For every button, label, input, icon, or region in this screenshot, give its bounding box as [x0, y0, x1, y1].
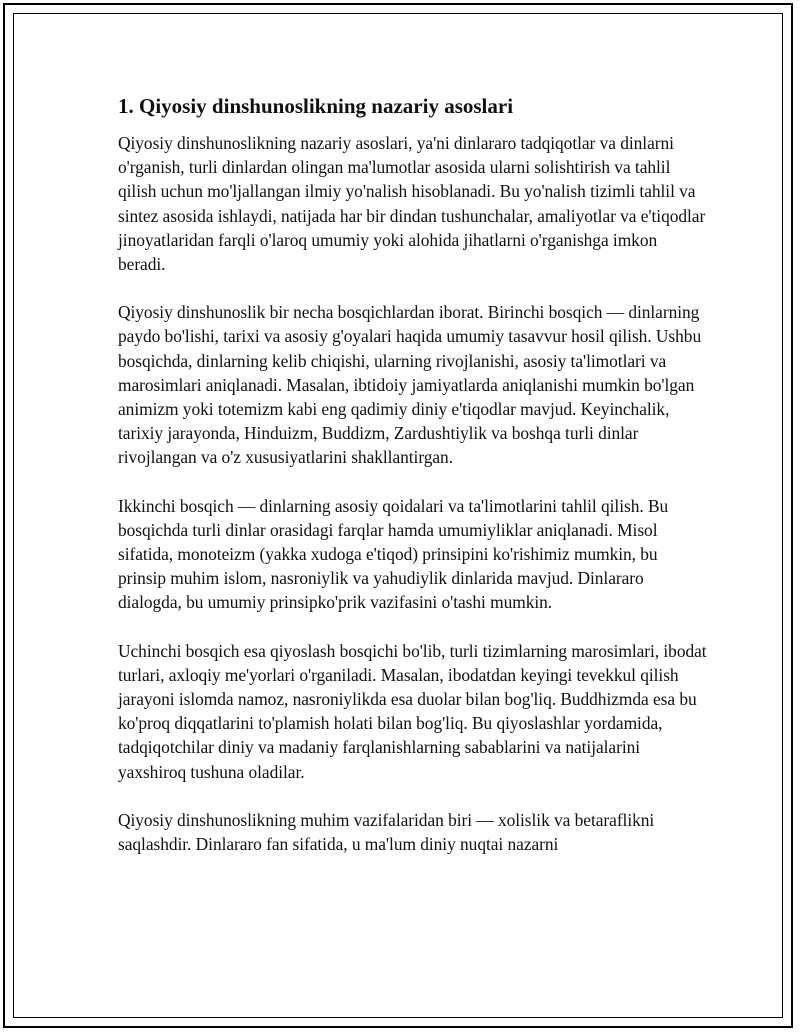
- paragraph-5: Qiyosiy dinshunoslikning muhim vazifalaridan biri — xolislik va betaraflikni saqlashdir. Dinlararo fan sifatida, u ma'lum diniy nuqtai nazarni: [118, 809, 655, 855]
- document-body: [118, 93, 708, 880]
- paragraph-3: Ikkinchi bosqich — dinlarning asosiy qoidalari va ta'limotlarini tahlil qilish. Bu bosqichda turli dinlar orasidagi farqlar hamda umumiyliklar aniqlanadi. Misol sifatida, monoteizm (yakka xudoga e'tiqod) prinsipini ko'rishimiz mumkin, bu prinsip muhim islom, nasroniylik va yahudiylik dinlarida mavjud. Dinlararo dialogda, bu umumiy prinsipko'prik vazifasini o'tashi mumkin.: [118, 495, 669, 613]
- paragraph-1: Qiyosiy dinshunoslikning nazariy asoslari, ya'ni dinlararo tadqiqotlar va dinlarni o'rganish, turli dinlardan olingan ma'lumotlar asosida ularni solishtirish va tahlil qilish uchun mo'ljallangan ilmiy yo'nalish hisoblanadi. Bu yo'nalish tizimli tahlil va sintez asosida ishlaydi, natijada har bir dindan tushunchalar, amaliyotlar va e'tiqodlar jinoyatlaridan farqli o'laroq umumiy yoki alohida jihatlarni o'rganishga imkon beradi.: [118, 133, 706, 275]
- section-heading: 1. Qiyosiy dinshunoslikning nazariy asoslari: [118, 94, 514, 118]
- paragraph-2: Qiyosiy dinshunoslik bir necha bosqichlardan iborat. Birinchi bosqich — dinlarning paydo bo'lishi, tarixi va asosiy g'oyalari haqida umumiy tasavvur hosil qilish. Ushbu bosqichda, dinlarning kelib chiqishi, ularning rivojlanishi, asosiy ta'limotlari va marosimlari aniqlanadi. Masalan, ibtidoiy jamiyatlarda aniqlanishi mumkin bo'lgan animizm yoki totemizm kabi eng qadimiy diniy e'tiqodlar mavjud. Keyinchalik, tarixiy jarayonda, Hinduizm, Buddizm, Zardushtiylik va boshqa turli dinlar rivojlangan va o'z xususiyatlarini shakllantirgan.: [118, 302, 702, 468]
- paragraph-4: Uchinchi bosqich esa qiyoslash bosqichi bo'lib, turli tizimlarning marosimlari, ibodat turlari, axloqiy me'yorlari o'rganiladi. Masalan, ibodatdan keyingi tevekkul qilish jarayoni islomda namoz, nasroniylikda esa duolar bilan bog'liq. Buddhizmda esa bu ko'proq diqqatlarini to'plamish holati bilan bog'liq. Bu qiyoslashlar yordamida, tadqiqotchilar diniy va madaniy farqlanishlarning sabablarini va natijalarini yaxshiroq tushuna oladilar.: [118, 640, 707, 782]
